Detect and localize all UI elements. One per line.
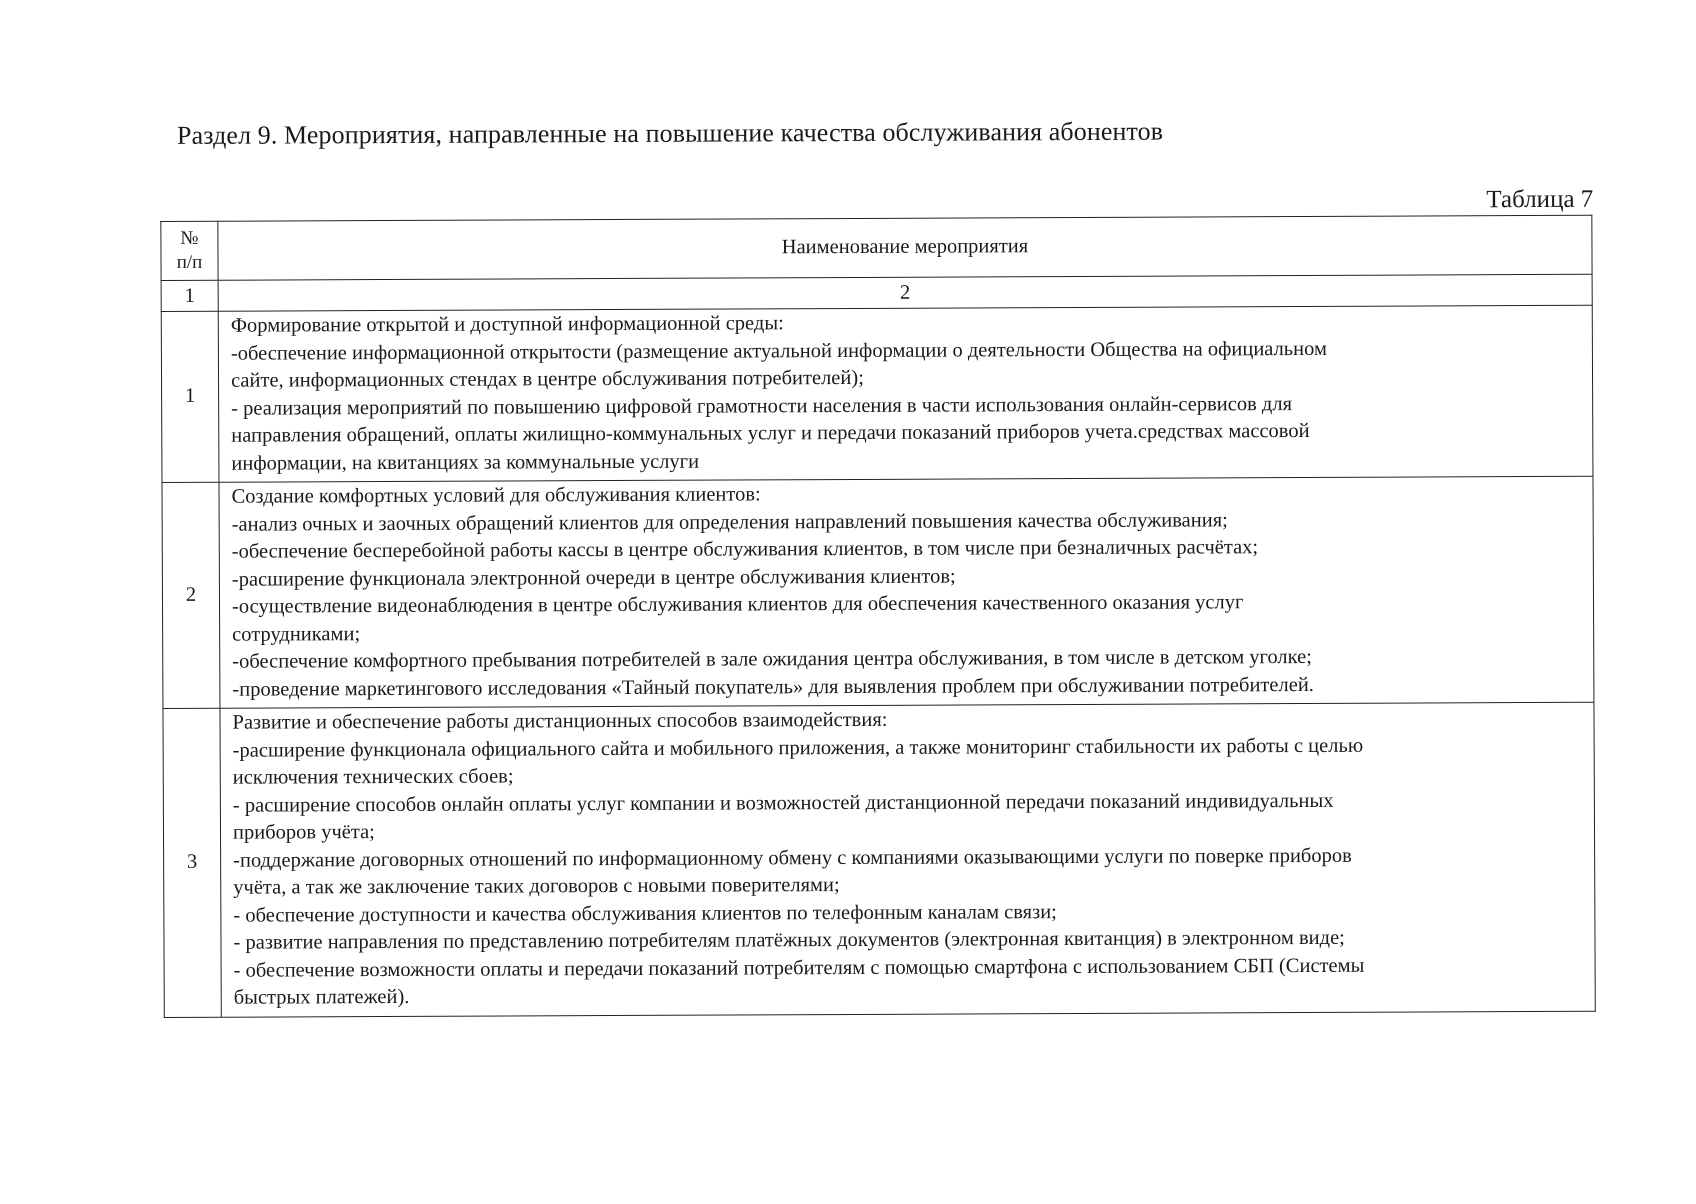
table-header-row xyxy=(161,215,1592,280)
measure-line: информации, на квитанциях за коммунальные услуги xyxy=(231,450,700,475)
measure-line: приборов учёта; xyxy=(232,821,375,844)
header-number-cell xyxy=(161,221,218,280)
row-number: 2 xyxy=(162,482,220,708)
measure-line: Развитие и обеспечение работы дистанционных способов взаимодействия: xyxy=(232,708,888,734)
measure-line: - расширение способов онлайн оплаты услуг компании и возможностей дистанционной передачи показаний индивидуальных xyxy=(232,789,1334,817)
measure-line: Формирование открытой и доступной информационной среды: xyxy=(230,312,784,337)
measure-line: -поддержание договорных отношений по информационному обмену с компаниями оказывающими услуги по поверке приборов xyxy=(233,844,1352,872)
measure-line: - обеспечение возможности оплаты и передачи показаний потребителям с помощью смартфона с использованием СБП (Системы xyxy=(233,954,1365,982)
measure-line: - реализация мероприятий по повышению цифровой грамотности населения в части использования онлайн-сервисов для xyxy=(231,392,1293,420)
measure-line: учёта, а так же заключение таких договоров с новыми поверителями; xyxy=(233,874,840,899)
column-index-1: 1 xyxy=(161,280,218,311)
measure-line: -расширение функционала электронной очереди в центре обслуживания клиентов; xyxy=(231,565,956,591)
measure-description xyxy=(219,476,1594,708)
table-row xyxy=(162,476,1594,708)
measure-line: Создание комфортных условий для обслуживания клиентов: xyxy=(231,483,761,508)
table-caption: Таблица 7 xyxy=(1486,185,1594,214)
column-index-2: 2 xyxy=(218,274,1592,311)
header-number-symbol: № xyxy=(180,227,199,249)
measure-description xyxy=(218,305,1593,482)
measure-line: - развитие направления по представлению потребителям платёжных документов (электронная квитанция) в электронном виде; xyxy=(233,926,1345,954)
measure-line: -осуществление видеонаблюдения в центре обслуживания клиентов для обеспечения качественного оказания услуг xyxy=(231,591,1244,618)
measure-line: быстрых платежей). xyxy=(233,985,410,1009)
measure-line: направления обращений, оплаты жилищно-коммунальных услуг и передачи показаний приборов учета.средствах массовой xyxy=(231,419,1310,447)
measure-line: сотрудниками; xyxy=(232,622,361,646)
measures-table xyxy=(160,215,1595,1018)
measure-line: -расширение функционала официального сайта и мобильного приложения, а также мониторинг стабильности их работы с целью xyxy=(232,734,1364,762)
table-row xyxy=(163,702,1595,1017)
section-title: Раздел 9. Мероприятия, направленные на повышение качества обслуживания абонентов xyxy=(176,116,1164,150)
measure-line: сайте, информационных стендах в центре обслуживания потребителей); xyxy=(230,366,864,392)
measure-line: исключения технических сбоев; xyxy=(232,765,514,789)
table-body xyxy=(161,305,1595,1017)
table-row xyxy=(161,305,1593,482)
row-number: 3 xyxy=(163,708,221,1017)
measure-line: -обеспечение информационной открытости (размещение актуальной информации о деятельности Общества на официальном xyxy=(230,337,1327,365)
measure-line: -обеспечение бесперебойной работы кассы в центре обслуживания клиентов, в том числе при безналичных расчётах; xyxy=(231,536,1259,563)
row-number: 1 xyxy=(161,311,219,482)
measure-line: -обеспечение комфортного пребывания потребителей в зале ожидания центра обслуживания, в том числе в детском уголке; xyxy=(232,645,1312,673)
header-number-label: п/п xyxy=(176,251,203,273)
measure-line: - обеспечение доступности и качества обслуживания клиентов по телефонным каналам связи; xyxy=(233,900,1057,927)
header-name-cell: Наименование мероприятия xyxy=(218,215,1592,280)
measure-line: -проведение маркетингового исследования «Тайный покупатель» для выявления проблем при обслуживании потребителей. xyxy=(232,673,1314,701)
measure-line: -анализ очных и заочных обращений клиентов для определения направлений повышения качества обслуживания; xyxy=(231,508,1228,536)
measure-description xyxy=(220,702,1595,1016)
